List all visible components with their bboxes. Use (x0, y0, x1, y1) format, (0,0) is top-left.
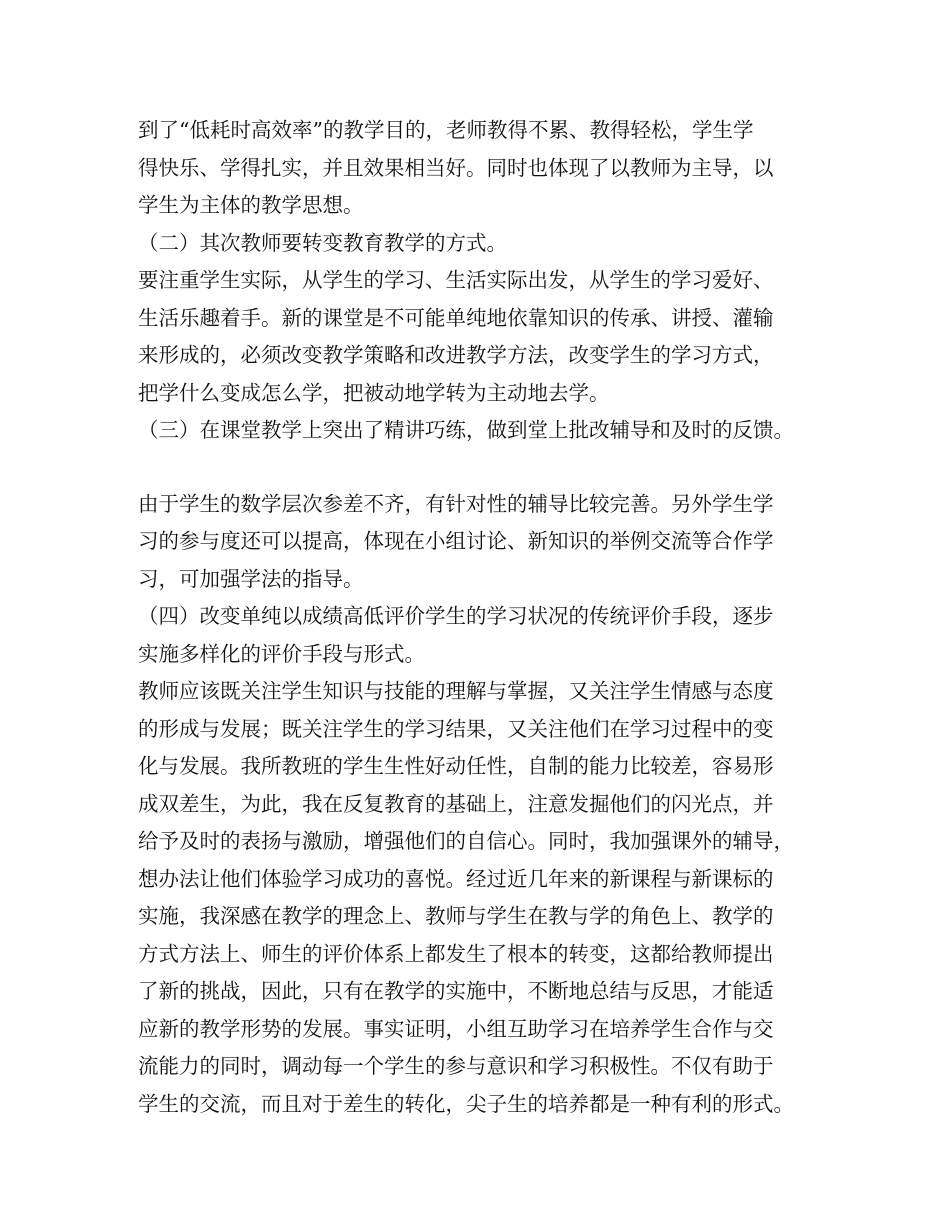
text-line: 实施，我深感在教学的理念上、教师与学生在教与学的角色上、教学的 (138, 904, 774, 928)
text-line: 学生的交流，而且对于差生的转化，尖子生的培养都是一种有利的形式。 (138, 1091, 794, 1116)
text-line: 得快乐、学得扎实，并且效果相当好。同时也体现了以教师为主导，以 (138, 155, 774, 180)
text-line: 成双差生，为此，我在反复教育的基础上，注意发掘他们的闪光点，并 (138, 791, 774, 816)
text-line: 方式方法上、师生的评价体系上都发生了根本的转变，这都给教师提出 (138, 941, 774, 966)
text-block-1 (138, 112, 838, 450)
text-line: 的形成与发展；既关注学生的学习结果，又关注他们在学习过程中的变 (138, 716, 774, 741)
text-line: 给予及时的表扬与激励，增强他们的自信心。同时，我加强课外的辅导， (138, 829, 794, 853)
document-body (138, 112, 838, 1123)
text-line: 来形成的，必须改变教学策略和改进教学方法，改变学生的学习方式， (138, 343, 774, 367)
text-line: 习，可加强学法的指导。 (138, 566, 364, 591)
text-line: 把学什么变成怎么学，把被动地学转为主动地去学。 (138, 380, 610, 405)
text-line: 了新的挑战，因此，只有在教学的实施中，不断地总结与反思，才能适 (138, 979, 774, 1003)
text-line: 流能力的同时，调动每一个学生的参与意识和学习积极性。不仅有助于 (138, 1054, 774, 1078)
text-line: 想办法让他们体验学习成功的喜悦。经过近几年来的新课程与新课标的 (138, 866, 774, 891)
section-heading-4: （四）改变单纯以成绩高低评价学生的学习状况的传统评价手段，逐步 (138, 604, 774, 628)
section-heading-3: （三）在课堂教学上突出了精讲巧练，做到堂上批改辅导和及时的反馈。 (138, 418, 794, 442)
text-line: 教师应该既关注学生知识与技能的理解与掌握，又关注学生情感与态度 (138, 679, 774, 703)
text-line: 应新的教学形势的发展。事实证明，小组互助学习在培养学生合作与交 (138, 1016, 774, 1041)
paragraph-gap (138, 450, 838, 486)
text-line: 到了“低耗时高效率”的教学目的，老师教得不累、教得轻松，学生学 (138, 118, 754, 142)
text-line: 要注重学生实际，从学生的学习、生活实际出发，从学生的学习爱好、 (138, 268, 774, 292)
text-line: 生活乐趣着手。新的课堂是不可能单纯地依靠知识的传承、讲授、灌输 (138, 305, 774, 330)
text-block-2 (138, 486, 838, 1124)
text-line: 学生为主体的教学思想。 (138, 193, 364, 217)
text-line: 化与发展。我所教班的学生生性好动任性，自制的能力比较差，容易形 (138, 754, 774, 778)
section-heading-2: （二）其次教师要转变教育教学的方式。 (138, 230, 507, 255)
text-line: 实施多样化的评价手段与形式。 (138, 641, 425, 666)
text-line: 习的参与度还可以提高，体现在小组讨论、新知识的举例交流等合作学 (138, 529, 774, 553)
text-line: 由于学生的数学层次参差不齐，有针对性的辅导比较完善。另外学生学 (138, 491, 774, 516)
